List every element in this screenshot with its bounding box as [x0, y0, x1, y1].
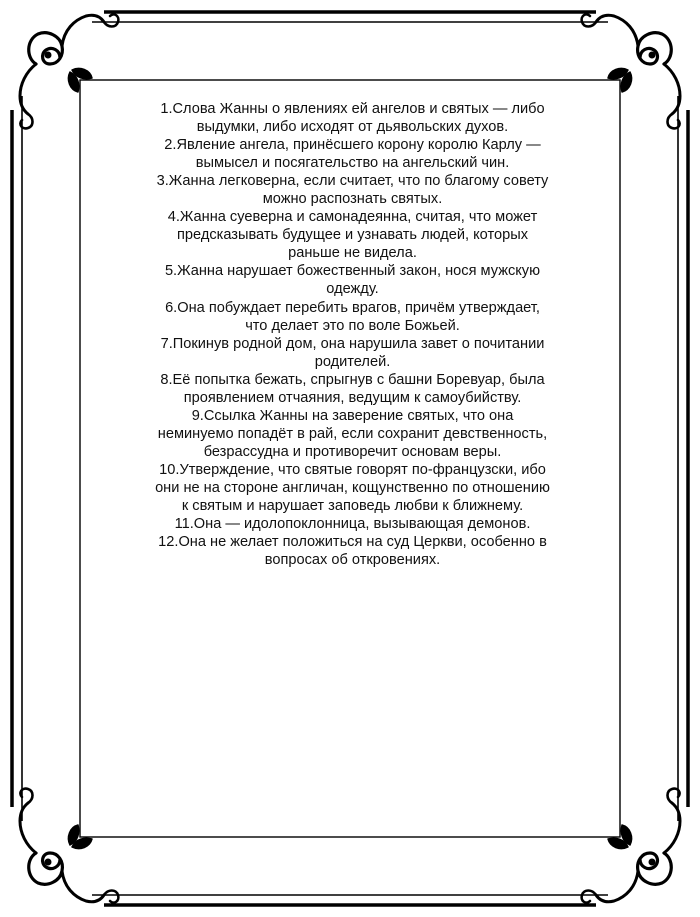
list-item: 3.Жанна легковерна, если считает, что по благому совету можно распознать святых. — [156, 173, 549, 208]
list-item: 1.Слова Жанны о явлениях ей ангелов и святых — либо выдумки, либо исходят от дьявольских духов. — [160, 101, 545, 136]
list-item: 4.Жанна суеверна и самонадеянна, считая, что может предсказывать будущее и узнавать людей, которых раньше не видела. — [167, 209, 538, 262]
list-item: 2.Явление ангела, принёсшего корону королю Карлу — вымысел и посягательство на ангельский чин. — [164, 137, 541, 172]
list-item: 12.Она не желает положиться на суд Церкви, особенно в вопросах об откровениях. — [158, 534, 547, 569]
list-item: 11.Она — идолопоклонница, вызывающая демонов. — [174, 516, 531, 533]
list-item: 6.Она побуждает перебить врагов, причём утверждает, что делает это по воле Божьей. — [165, 299, 540, 334]
accusation-list — [155, 100, 550, 569]
corner-ornament-bottom-left — [20, 789, 118, 903]
corner-ornament-top-right — [582, 14, 680, 128]
list-item: 8.Её попытка бежать, спрыгнув с башни Боревуар, была проявлением отчаяния, ведущим к самоубийству. — [160, 371, 545, 406]
list-item: 5.Жанна нарушает божественный закон, нося мужскую одежду. — [164, 263, 541, 298]
list-item: 9.Ссылка Жанны на заверение святых, что она неминуемо попадёт в рай, если сохранит девственность, безрассудна и противоречит основам веры. — [157, 407, 548, 460]
list-item: 10.Утверждение, что святые говорят по-французски, ибо они не на стороне англичан, кощунственно по отношению к святым и нарушает заповедь любви к ближнему. — [155, 461, 550, 515]
corner-ornament-top-left — [20, 14, 118, 128]
list-item: 7.Покинув родной дом, она нарушила завет о почитании родителей. — [160, 335, 545, 370]
corner-ornament-bottom-right — [582, 789, 680, 903]
